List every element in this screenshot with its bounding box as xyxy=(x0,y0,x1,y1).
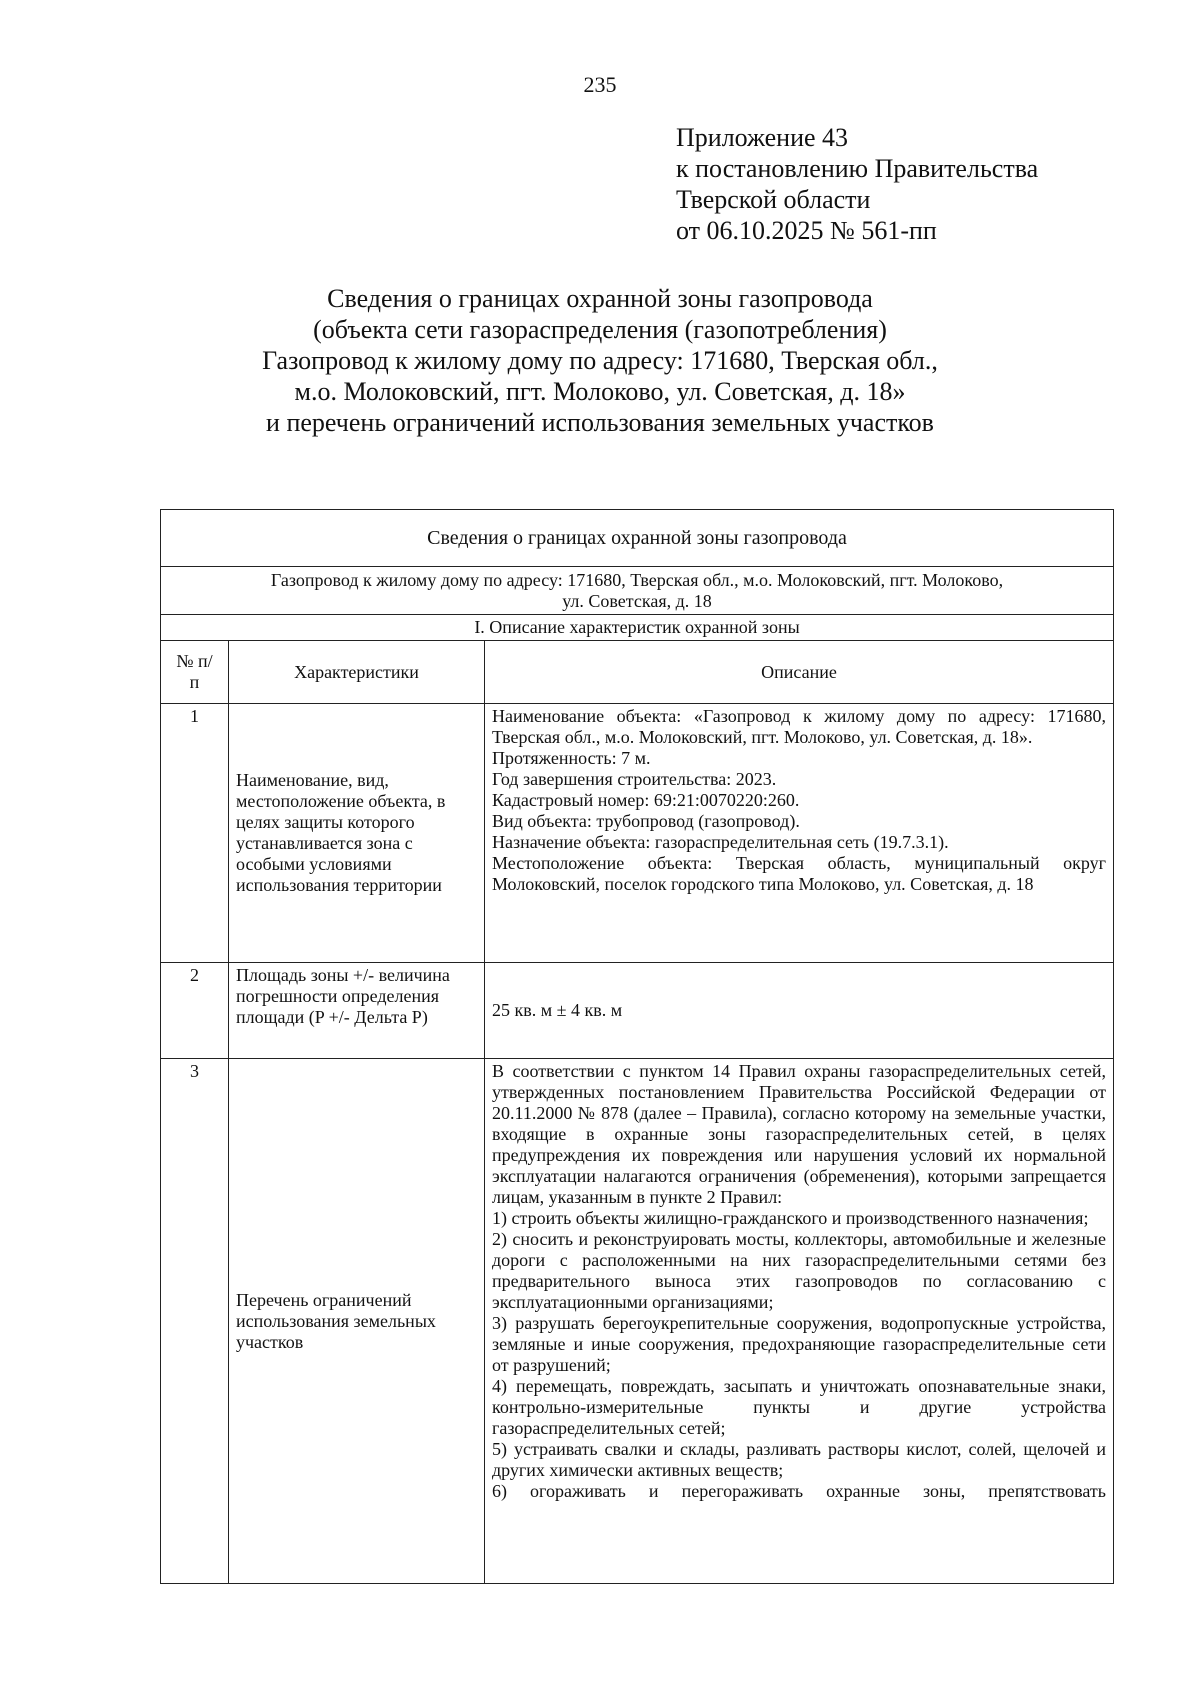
row-characteristic: Перечень ограничений использования земельных участков xyxy=(229,1059,485,1584)
row-description xyxy=(485,704,1114,963)
row-characteristic: Наименование, вид, местоположение объекта, в целях защиты которого устанавливается зона с особыми условиями использования территории xyxy=(229,704,485,963)
page-number: 235 xyxy=(583,72,617,97)
description-line: В соответствии с пунктом 14 Правил охраны газораспределительных сетей, утвержденных постановлением Правительства Российской Федерации от 20.11.2000 № 878 (далее – Правила), согласно которому на земельные участки, входящие в охранные зоны газораспределительных сетей, в целях предупреждения их повреждения или нарушения условий их нормальной эксплуатации налагаются ограничения (обременения), которыми запрещается лицам, указанным в пункте 2 Правил: xyxy=(492,1061,1106,1207)
table-object-row xyxy=(161,567,1114,615)
title-line: (объекта сети газораспределения (газопотребления) xyxy=(313,315,887,344)
title-line: м.о. Молоковский, пгт. Молоково, ул. Советская, д. 18» xyxy=(294,377,906,406)
description-line: Год завершения строительства: 2023. xyxy=(492,769,777,789)
table-row xyxy=(161,704,1114,963)
document-title xyxy=(0,283,1200,438)
description-line: Протяженность: 7 м. xyxy=(492,748,651,768)
row-number: 1 xyxy=(161,704,229,963)
header-num-text: № п/п xyxy=(176,651,213,692)
row-description xyxy=(485,1059,1114,1584)
title-line: Газопровод к жилому дому по адресу: 171680, Тверская обл., xyxy=(262,346,938,375)
description-line: 2) сносить и реконструировать мосты, коллекторы, автомобильные и железные дороги с расположенными на них газораспределительными сетями без предварительного выноса этих газопроводов по согласованию с эксплуатационными организациями; xyxy=(492,1229,1106,1312)
section-title: I. Описание характеристик охранной зоны xyxy=(161,615,1114,641)
row-description: 25 кв. м ± 4 кв. м xyxy=(485,963,1114,1059)
description-line: 1) строить объекты жилищно-гражданского и производственного назначения; xyxy=(492,1208,1089,1228)
appendix-block xyxy=(676,122,1038,246)
appendix-line: Приложение 43 xyxy=(676,123,849,152)
description-line: Назначение объекта: газораспределительная сеть (19.7.3.1). xyxy=(492,832,949,852)
table-row xyxy=(161,963,1114,1059)
appendix-line: Тверской области xyxy=(676,185,871,214)
title-line: Сведения о границах охранной зоны газопровода xyxy=(327,284,873,313)
header-description: Описание xyxy=(485,641,1114,704)
table-object-name xyxy=(161,567,1114,615)
table-section-row xyxy=(161,615,1114,641)
description-line: Вид объекта: трубопровод (газопровод). xyxy=(492,811,800,831)
description-line: 3) разрушать берегоукрепительные сооружения, водопропускные устройства, земляные и иные сооружения, предохраняющие газораспределительные сети от разрушений; xyxy=(492,1313,1106,1375)
appendix-line: от 06.10.2025 № 561-пп xyxy=(676,216,937,245)
description-line: 5) устраивать свалки и склады, разливать растворы кислот, солей, щелочей и других химически активных веществ; xyxy=(492,1439,1106,1480)
appendix-line: к постановлению Правительства xyxy=(676,154,1039,183)
header-characteristics: Характеристики xyxy=(229,641,485,704)
description-line: 6) огораживать и перегораживать охранные зоны, препятствовать xyxy=(492,1481,1106,1501)
header-num xyxy=(161,641,229,704)
description-line: Местоположение объекта: Тверская область, муниципальный округ Молоковский, поселок городского типа Молоково, ул. Советская, д. 18 xyxy=(492,853,1106,894)
table-title: Сведения о границах охранной зоны газопровода xyxy=(161,510,1114,567)
object-line: Газопровод к жилому дому по адресу: 171680, Тверская обл., м.о. Молоковский, пгт. Молоково, xyxy=(270,570,1004,590)
row-number: 3 xyxy=(161,1059,229,1584)
table-row xyxy=(161,1059,1114,1584)
row-characteristic: Площадь зоны +/- величина погрешности определения площади (P +/- Дельта P) xyxy=(229,963,485,1059)
row-number: 2 xyxy=(161,963,229,1059)
object-line: ул. Советская, д. 18 xyxy=(562,591,712,611)
table-title-row xyxy=(161,510,1114,567)
table-header-row xyxy=(161,641,1114,704)
description-line: Наименование объекта: «Газопровод к жилому дому по адресу: 171680, Тверская обл., м.о. Молоковский, пгт. Молоково, ул. Советская, д. 18». xyxy=(492,706,1106,747)
description-line: Кадастровый номер: 69:21:0070220:260. xyxy=(492,790,800,810)
title-line: и перечень ограничений использования земельных участков xyxy=(266,408,934,437)
zone-info-table xyxy=(160,509,1114,1584)
description-line: 4) перемещать, повреждать, засыпать и уничтожать опознавательные знаки, контрольно-измерительные пункты и другие устройства газораспределительных сетей; xyxy=(492,1376,1106,1438)
